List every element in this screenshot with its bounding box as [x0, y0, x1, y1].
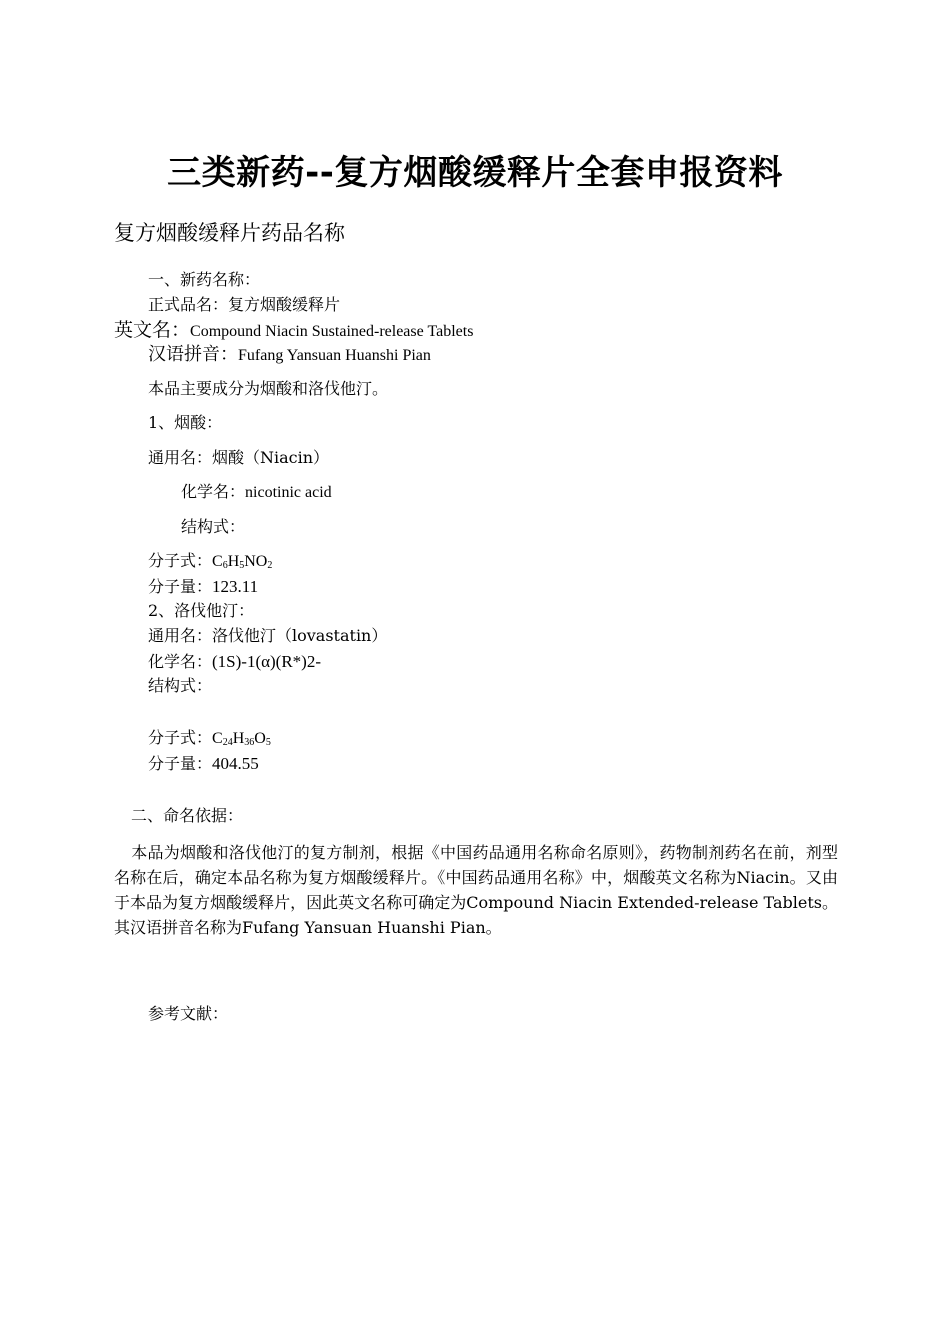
niacin-structure-label: 结构式： — [181, 517, 246, 536]
niacin-mw-label: 分子量： — [148, 577, 213, 596]
main-components: 本品主要成分为烟酸和洛伐他汀。 — [148, 379, 389, 398]
niacin-common-name: 通用名：烟酸（Niacin） — [148, 448, 330, 467]
niacin-formula-line — [148, 553, 272, 570]
lovastatin-formula-line — [148, 730, 271, 747]
pinyin-line — [148, 346, 431, 364]
document-subtitle: 复方烟酸缓释片药品名称 — [114, 221, 345, 245]
english-name-label: 英文名： — [114, 319, 191, 341]
section1-heading: 一、新药名称： — [148, 270, 261, 289]
english-name-line — [114, 321, 473, 340]
niacin-chemical-name-value: nicotinic acid — [245, 484, 332, 501]
lovastatin-formula-label: 分子式： — [148, 728, 213, 747]
lovastatin-common-name: 通用名：洛伐他汀（lovastatin） — [148, 626, 388, 645]
references-heading: 参考文献： — [148, 1004, 229, 1023]
naming-basis-text: 本品为烟酸和洛伐他汀的复方制剂，根据《中国药品通用名称命名原则》，药物制剂药名在前，剂型名称在后，确定本品名称为复方烟酸缓释片。《中国药品通用名称》中，烟酸英文名称为Niacin。又由于本品为复方烟酸缓释片，因此英文名称可确定为Compound Niacin Extended-release Tablets。其汉语拼音名称为Fufang Yansuan Huanshi Pian。 — [114, 843, 838, 937]
lovastatin-mw-value: 404.55 — [212, 754, 259, 773]
section2-heading: 二、命名依据： — [131, 806, 244, 825]
naming-basis-paragraph — [114, 840, 838, 940]
lovastatin-chemical-name-label: 化学名： — [148, 652, 213, 671]
niacin-chemical-name-line — [181, 484, 332, 501]
pinyin-label: 汉语拼音： — [148, 344, 238, 365]
lovastatin-structure-label: 结构式： — [148, 676, 213, 695]
formal-name: 正式品名：复方烟酸缓释片 — [148, 295, 341, 314]
lovastatin-chemical-name-value: (1S)-1(α)(R*)2- — [212, 652, 322, 671]
lovastatin-mw-label: 分子量： — [148, 754, 213, 773]
english-name-value: Compound Niacin Sustained-release Tablets — [190, 323, 474, 340]
niacin-formula-label: 分子式： — [148, 551, 213, 570]
niacin-formula: $C_6H_5NO_2$ — [212, 553, 273, 571]
lovastatin-mw-line — [148, 755, 259, 772]
pinyin-value: Fufang Yansuan Huanshi Pian — [238, 347, 431, 364]
lovastatin-chemical-name-line — [148, 653, 321, 670]
niacin-heading: 1、烟酸： — [148, 413, 223, 432]
niacin-mw-value: 123.11 — [212, 577, 259, 596]
document-title: 三类新药--复方烟酸缓释片全套申报资料 — [167, 153, 783, 193]
lovastatin-formula: $C_{24}H_{36}O_5$ — [212, 730, 271, 748]
niacin-mw-line — [148, 578, 258, 595]
niacin-chemical-name-label: 化学名： — [181, 482, 246, 501]
lovastatin-heading: 2、洛伐他汀： — [148, 601, 255, 620]
